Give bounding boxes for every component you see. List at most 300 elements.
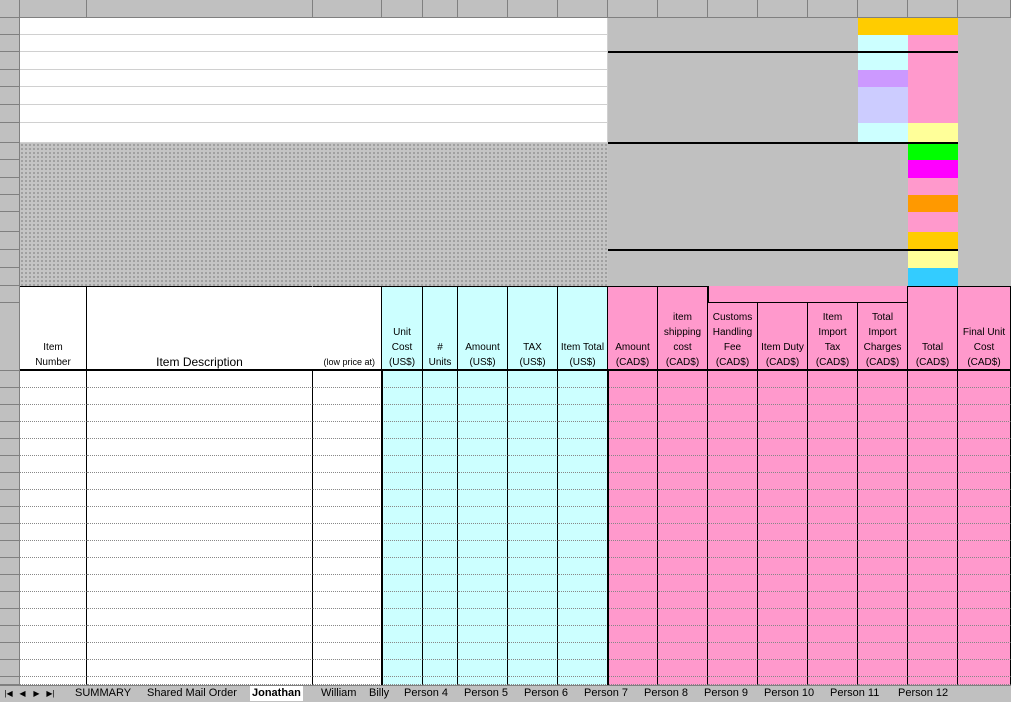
item-units[interactable]: [423, 422, 458, 439]
sheet-tab[interactable]: Person 8: [644, 687, 689, 699]
grid-cell[interactable]: [558, 660, 608, 677]
column-header-e[interactable]: [423, 0, 458, 18]
row-header-8[interactable]: [0, 143, 20, 160]
grid-cell[interactable]: [313, 575, 382, 592]
item-ship[interactable]: [658, 524, 708, 541]
tab-nav-last-icon[interactable]: ▶|: [46, 689, 55, 698]
tab-nav-first-icon[interactable]: |◀: [4, 689, 13, 698]
grid-cell[interactable]: [20, 575, 87, 592]
grid-cell[interactable]: [808, 643, 858, 660]
grid-cell[interactable]: [20, 371, 87, 388]
grid-cell[interactable]: [20, 456, 87, 473]
grid-cell[interactable]: [658, 541, 708, 558]
row-header-32[interactable]: [0, 609, 20, 626]
item-cad[interactable]: [608, 592, 658, 609]
item-fee[interactable]: [708, 456, 758, 473]
row-header-5[interactable]: [0, 87, 20, 105]
select-all-corner[interactable]: [0, 0, 20, 18]
sheet-tab[interactable]: Billy: [369, 687, 390, 699]
grid-cell[interactable]: [458, 677, 508, 685]
item-ship[interactable]: [658, 388, 708, 405]
item-unit[interactable]: [382, 592, 423, 609]
item-units[interactable]: [423, 456, 458, 473]
row-header-36[interactable]: [0, 677, 20, 685]
grid-cell[interactable]: [313, 439, 382, 456]
grid-cell[interactable]: [708, 609, 758, 626]
summary-us-value[interactable]: [858, 195, 908, 212]
grid-cell[interactable]: [758, 626, 808, 643]
grid-cell[interactable]: [20, 592, 87, 609]
grid-cell[interactable]: [908, 473, 958, 490]
row-header-24[interactable]: [0, 473, 20, 490]
grid-cell[interactable]: [808, 507, 858, 524]
grid-cell[interactable]: [508, 575, 558, 592]
summary-us-value[interactable]: [858, 268, 908, 286]
grid-cell[interactable]: [808, 609, 858, 626]
row-header-6[interactable]: [0, 105, 20, 123]
grid-cell[interactable]: [508, 626, 558, 643]
grid-cell[interactable]: [658, 677, 708, 685]
item-duty[interactable]: [758, 456, 808, 473]
row-header-1[interactable]: [0, 18, 20, 35]
grid-cell[interactable]: [608, 677, 658, 685]
item-final[interactable]: [958, 592, 1011, 609]
grid-cell[interactable]: [708, 677, 758, 685]
item-unit[interactable]: [382, 524, 423, 541]
row-header-35[interactable]: [0, 660, 20, 677]
grid-cell[interactable]: [558, 609, 608, 626]
item-fee[interactable]: [708, 524, 758, 541]
grid-cell[interactable]: [708, 643, 758, 660]
grid-cell[interactable]: [808, 626, 858, 643]
grid-cell[interactable]: [958, 626, 1011, 643]
row-header-14[interactable]: [0, 250, 20, 268]
grid-cell[interactable]: [87, 677, 313, 685]
grid-cell[interactable]: [458, 439, 508, 456]
grid-cell[interactable]: [508, 643, 558, 660]
item-final[interactable]: [958, 422, 1011, 439]
grid-cell[interactable]: [758, 507, 808, 524]
grid-cell[interactable]: [608, 439, 658, 456]
summary-cad-value[interactable]: [908, 52, 958, 70]
grid-cell[interactable]: [20, 643, 87, 660]
item-store[interactable]: [313, 490, 382, 507]
grid-cell[interactable]: [958, 643, 1011, 660]
grid-cell[interactable]: [87, 609, 313, 626]
item-duty[interactable]: [758, 388, 808, 405]
grid-cell[interactable]: [508, 405, 558, 422]
grid-cell[interactable]: [658, 660, 708, 677]
item-itax[interactable]: [808, 524, 858, 541]
grid-cell[interactable]: [458, 626, 508, 643]
grid-cell[interactable]: [313, 507, 382, 524]
grid-cell[interactable]: [708, 541, 758, 558]
item-unit[interactable]: [382, 558, 423, 575]
row-header-2[interactable]: [0, 35, 20, 52]
item-imp[interactable]: [858, 558, 908, 575]
grid-cell[interactable]: [508, 677, 558, 685]
column-header-j[interactable]: [658, 0, 708, 18]
summary-us-value[interactable]: [858, 232, 908, 250]
item-imp[interactable]: [858, 524, 908, 541]
item-final[interactable]: [958, 490, 1011, 507]
grid-cell[interactable]: [858, 677, 908, 685]
grid-cell[interactable]: [958, 575, 1011, 592]
grid-cell[interactable]: [313, 609, 382, 626]
item-itax[interactable]: [808, 592, 858, 609]
grid-cell[interactable]: [508, 660, 558, 677]
row-header-10[interactable]: [0, 178, 20, 195]
grid-cell[interactable]: [858, 541, 908, 558]
grid-cell[interactable]: [382, 405, 423, 422]
grid-cell[interactable]: [758, 575, 808, 592]
grid-cell[interactable]: [423, 541, 458, 558]
grid-cell[interactable]: [658, 609, 708, 626]
grid-cell[interactable]: [87, 626, 313, 643]
item-imp[interactable]: [858, 388, 908, 405]
summary-us-value[interactable]: [858, 143, 908, 160]
grid-cell[interactable]: [20, 439, 87, 456]
item-store[interactable]: [313, 422, 382, 439]
row-header-13[interactable]: [0, 232, 20, 250]
grid-cell[interactable]: [908, 405, 958, 422]
grid-cell[interactable]: [87, 439, 313, 456]
grid-cell[interactable]: [858, 575, 908, 592]
grid-cell[interactable]: [313, 473, 382, 490]
summary-us-value[interactable]: [858, 87, 908, 105]
sheet-tab[interactable]: Person 7: [584, 687, 629, 699]
item-duty[interactable]: [758, 558, 808, 575]
grid-cell[interactable]: [808, 371, 858, 388]
grid-cell[interactable]: [808, 473, 858, 490]
grid-cell[interactable]: [608, 507, 658, 524]
summary-cad-value[interactable]: [908, 160, 958, 178]
grid-cell[interactable]: [313, 677, 382, 685]
item-tax[interactable]: [508, 388, 558, 405]
item-ship[interactable]: [658, 456, 708, 473]
row-header-19[interactable]: [0, 388, 20, 405]
summary-us-value[interactable]: [858, 250, 908, 268]
grid-cell[interactable]: [382, 473, 423, 490]
item-amount[interactable]: [458, 490, 508, 507]
sheet-tab[interactable]: Jonathan: [252, 687, 301, 699]
item-ship[interactable]: [658, 592, 708, 609]
grid-cell[interactable]: [423, 405, 458, 422]
grid-cell[interactable]: [382, 643, 423, 660]
item-cad[interactable]: [608, 558, 658, 575]
item-unit[interactable]: [382, 456, 423, 473]
item-itax[interactable]: [808, 422, 858, 439]
item-cad[interactable]: [608, 422, 658, 439]
row-header-34[interactable]: [0, 643, 20, 660]
row-header-17[interactable]: [0, 303, 20, 371]
grid-cell[interactable]: [658, 626, 708, 643]
grid-cell[interactable]: [708, 507, 758, 524]
grid-cell[interactable]: [87, 405, 313, 422]
item-imp[interactable]: [858, 456, 908, 473]
summary-us-value[interactable]: [858, 178, 908, 195]
grid-cell[interactable]: [958, 507, 1011, 524]
item-tot[interactable]: [908, 388, 958, 405]
column-header-d[interactable]: [382, 0, 423, 18]
row-header-30[interactable]: [0, 575, 20, 592]
summary-cad-value[interactable]: [908, 123, 958, 143]
grid-cell[interactable]: [808, 439, 858, 456]
grid-cell[interactable]: [708, 660, 758, 677]
row-header-7[interactable]: [0, 123, 20, 143]
column-header-b[interactable]: [87, 0, 313, 18]
grid-cell[interactable]: [20, 388, 87, 405]
item-store[interactable]: [313, 524, 382, 541]
grid-cell[interactable]: [558, 473, 608, 490]
tab-nav-next-icon[interactable]: ▶: [33, 689, 40, 698]
item-tax[interactable]: [508, 592, 558, 609]
summary-cad-value[interactable]: [908, 143, 958, 160]
item-ship[interactable]: [658, 490, 708, 507]
column-header-m[interactable]: [808, 0, 858, 18]
item-tot[interactable]: [908, 524, 958, 541]
summary-cad-value[interactable]: [908, 195, 958, 212]
sheet-tab[interactable]: William: [321, 687, 357, 699]
grid-cell[interactable]: [858, 371, 908, 388]
item-duty[interactable]: [758, 592, 808, 609]
grid-cell[interactable]: [658, 575, 708, 592]
grid-cell[interactable]: [87, 507, 313, 524]
row-header-18[interactable]: [0, 371, 20, 388]
grid-cell[interactable]: [708, 439, 758, 456]
grid-cell[interactable]: [558, 371, 608, 388]
summary-cad-value[interactable]: [908, 268, 958, 286]
name-area-row[interactable]: [20, 35, 608, 52]
grid-cell[interactable]: [558, 541, 608, 558]
grid-cell[interactable]: [87, 473, 313, 490]
grid-cell[interactable]: [313, 371, 382, 388]
grid-cell[interactable]: [758, 660, 808, 677]
grid-cell[interactable]: [608, 405, 658, 422]
grid-cell[interactable]: [423, 660, 458, 677]
grid-cell[interactable]: [658, 643, 708, 660]
grid-cell[interactable]: [558, 677, 608, 685]
item-fee[interactable]: [708, 490, 758, 507]
item-final[interactable]: [958, 456, 1011, 473]
column-header-l[interactable]: [758, 0, 808, 18]
item-tot[interactable]: [908, 490, 958, 507]
item-total[interactable]: [558, 490, 608, 507]
item-unit[interactable]: [382, 490, 423, 507]
grid-cell[interactable]: [20, 660, 87, 677]
grid-cell[interactable]: [423, 677, 458, 685]
row-header-33[interactable]: [0, 626, 20, 643]
grid-cell[interactable]: [908, 575, 958, 592]
item-final[interactable]: [958, 558, 1011, 575]
grid-cell[interactable]: [708, 371, 758, 388]
grid-cell[interactable]: [558, 507, 608, 524]
row-header-23[interactable]: [0, 456, 20, 473]
item-amount[interactable]: [458, 422, 508, 439]
grid-cell[interactable]: [758, 677, 808, 685]
grid-cell[interactable]: [458, 609, 508, 626]
grid-cell[interactable]: [558, 575, 608, 592]
grid-cell[interactable]: [608, 473, 658, 490]
grid-cell[interactable]: [423, 473, 458, 490]
grid-cell[interactable]: [608, 609, 658, 626]
item-final[interactable]: [958, 388, 1011, 405]
item-fee[interactable]: [708, 592, 758, 609]
row-header-26[interactable]: [0, 507, 20, 524]
grid-cell[interactable]: [20, 473, 87, 490]
grid-cell[interactable]: [808, 677, 858, 685]
item-tax[interactable]: [508, 456, 558, 473]
row-header-29[interactable]: [0, 558, 20, 575]
grid-cell[interactable]: [508, 371, 558, 388]
grid-cell[interactable]: [958, 541, 1011, 558]
grid-cell[interactable]: [423, 507, 458, 524]
grid-cell[interactable]: [423, 439, 458, 456]
grid-cell[interactable]: [423, 643, 458, 660]
grid-cell[interactable]: [382, 609, 423, 626]
summary-us-value[interactable]: [858, 212, 908, 232]
item-total[interactable]: [558, 592, 608, 609]
summary-cad-value[interactable]: [908, 87, 958, 105]
grid-cell[interactable]: [508, 541, 558, 558]
grid-cell[interactable]: [708, 473, 758, 490]
item-itax[interactable]: [808, 490, 858, 507]
grid-cell[interactable]: [958, 660, 1011, 677]
grid-cell[interactable]: [658, 439, 708, 456]
grid-cell[interactable]: [558, 643, 608, 660]
grid-cell[interactable]: [858, 507, 908, 524]
item-tax[interactable]: [508, 490, 558, 507]
summary-us-value[interactable]: [858, 105, 908, 123]
grid-cell[interactable]: [808, 405, 858, 422]
item-cad[interactable]: [608, 524, 658, 541]
grid-cell[interactable]: [908, 626, 958, 643]
grid-cell[interactable]: [423, 575, 458, 592]
row-header-12[interactable]: [0, 212, 20, 232]
grid-cell[interactable]: [382, 626, 423, 643]
grid-cell[interactable]: [908, 439, 958, 456]
sheet-tab[interactable]: Person 12: [898, 687, 949, 699]
grid-cell[interactable]: [908, 541, 958, 558]
grid-cell[interactable]: [758, 643, 808, 660]
grid-cell[interactable]: [858, 473, 908, 490]
item-tot[interactable]: [908, 422, 958, 439]
grid-cell[interactable]: [958, 371, 1011, 388]
grid-cell[interactable]: [508, 507, 558, 524]
summary-cad-value[interactable]: [908, 232, 958, 250]
grid-cell[interactable]: [908, 507, 958, 524]
grid-cell[interactable]: [758, 541, 808, 558]
item-ship[interactable]: [658, 558, 708, 575]
grid-cell[interactable]: [87, 575, 313, 592]
item-total[interactable]: [558, 456, 608, 473]
sheet-tab[interactable]: SUMMARY: [75, 687, 132, 699]
grid-cell[interactable]: [313, 643, 382, 660]
grid-cell[interactable]: [458, 660, 508, 677]
sheet-tab[interactable]: Person 6: [524, 687, 569, 699]
grid-cell[interactable]: [458, 405, 508, 422]
row-header-22[interactable]: [0, 439, 20, 456]
item-cad[interactable]: [608, 388, 658, 405]
grid-cell[interactable]: [658, 405, 708, 422]
item-store[interactable]: [313, 592, 382, 609]
sheet-tab[interactable]: Person 9: [704, 687, 749, 699]
grid-cell[interactable]: [708, 626, 758, 643]
grid-cell[interactable]: [658, 473, 708, 490]
grid-cell[interactable]: [508, 439, 558, 456]
grid-cell[interactable]: [382, 660, 423, 677]
grid-cell[interactable]: [608, 541, 658, 558]
grid-cell[interactable]: [20, 609, 87, 626]
item-tot[interactable]: [908, 456, 958, 473]
item-unit[interactable]: [382, 388, 423, 405]
grid-cell[interactable]: [908, 371, 958, 388]
summary-cad-value[interactable]: [908, 70, 958, 87]
grid-cell[interactable]: [608, 626, 658, 643]
item-tax[interactable]: [508, 558, 558, 575]
grid-cell[interactable]: [958, 405, 1011, 422]
item-itax[interactable]: [808, 456, 858, 473]
item-cad[interactable]: [608, 490, 658, 507]
grid-cell[interactable]: [908, 609, 958, 626]
item-fee[interactable]: [708, 388, 758, 405]
item-units[interactable]: [423, 490, 458, 507]
column-header-o[interactable]: [908, 0, 958, 18]
name-area-row[interactable]: [20, 87, 608, 105]
grid-cell[interactable]: [708, 405, 758, 422]
grid-cell[interactable]: [958, 473, 1011, 490]
row-header-15[interactable]: [0, 268, 20, 286]
grid-cell[interactable]: [758, 439, 808, 456]
item-tot[interactable]: [908, 558, 958, 575]
row-header-11[interactable]: [0, 195, 20, 212]
name-area-row[interactable]: [20, 70, 608, 87]
sheet-tab[interactable]: Person 5: [464, 687, 509, 699]
grid-cell[interactable]: [423, 371, 458, 388]
grid-cell[interactable]: [87, 371, 313, 388]
grid-cell[interactable]: [708, 575, 758, 592]
grid-cell[interactable]: [758, 473, 808, 490]
item-total[interactable]: [558, 422, 608, 439]
grid-cell[interactable]: [808, 541, 858, 558]
item-unit[interactable]: [382, 422, 423, 439]
item-ship[interactable]: [658, 422, 708, 439]
grid-cell[interactable]: [423, 626, 458, 643]
item-store[interactable]: [313, 388, 382, 405]
column-header-k[interactable]: [708, 0, 758, 18]
summary-cad-value[interactable]: [908, 178, 958, 195]
item-final[interactable]: [958, 524, 1011, 541]
grid-cell[interactable]: [508, 609, 558, 626]
grid-cell[interactable]: [758, 609, 808, 626]
grid-cell[interactable]: [858, 405, 908, 422]
grid-cell[interactable]: [313, 541, 382, 558]
grid-cell[interactable]: [20, 507, 87, 524]
row-header-16[interactable]: [0, 286, 20, 303]
grid-cell[interactable]: [20, 541, 87, 558]
grid-cell[interactable]: [608, 643, 658, 660]
grid-cell[interactable]: [382, 371, 423, 388]
row-header-3[interactable]: [0, 52, 20, 70]
row-header-4[interactable]: [0, 70, 20, 87]
grid-cell[interactable]: [382, 507, 423, 524]
row-header-25[interactable]: [0, 490, 20, 507]
grid-cell[interactable]: [658, 371, 708, 388]
name-area-row[interactable]: [20, 52, 608, 70]
item-duty[interactable]: [758, 524, 808, 541]
grid-cell[interactable]: [858, 626, 908, 643]
row-header-9[interactable]: [0, 160, 20, 178]
